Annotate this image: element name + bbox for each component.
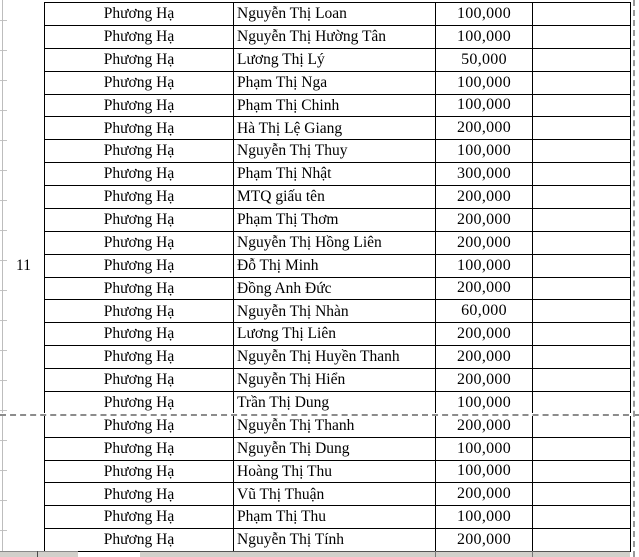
cell-empty-r21[interactable] [533,461,631,484]
cell-donor-group-r1[interactable]: Phương Hạ [45,3,234,26]
cell-donor-group-r20[interactable]: Phương Hạ [45,438,234,461]
cell-empty-r3[interactable] [533,49,631,72]
cell-donor-name-r9[interactable]: MTQ giấu tên [234,186,436,209]
cell-donor-group-r4[interactable]: Phương Hạ [45,72,234,95]
cell-donor-group-r3[interactable]: Phương Hạ [45,49,234,72]
cell-donor-name-r12[interactable]: Đỗ Thị Minh [234,255,436,278]
cell-donor-group-r15[interactable]: Phương Hạ [45,323,234,346]
cell-donor-name-r17[interactable]: Nguyễn Thị Hiển [234,369,436,392]
cell-amount-r1[interactable]: 100,000 [436,3,533,26]
cell-empty-r9[interactable] [533,186,631,209]
cell-amount-r20[interactable]: 100,000 [436,438,533,461]
cell-amount-r2[interactable]: 100,000 [436,26,533,49]
cell-empty-r17[interactable] [533,369,631,392]
cell-amount-r12[interactable]: 100,000 [436,255,533,278]
cell-empty-r23[interactable] [533,506,631,529]
cell-donor-name-r21[interactable]: Hoàng Thị Thu [234,461,436,484]
cell-amount-r14[interactable]: 60,000 [436,300,533,323]
cell-donor-name-r1[interactable]: Nguyễn Thị Loan [234,3,436,26]
cell-donor-group-r5[interactable]: Phương Hạ [45,95,234,118]
cell-empty-r18[interactable] [533,392,631,415]
cell-donor-group-r14[interactable]: Phương Hạ [45,300,234,323]
cell-donor-name-r2[interactable]: Nguyễn Thị Hường Tân [234,26,436,49]
cell-donor-group-r7[interactable]: Phương Hạ [45,140,234,163]
cell-donor-group-r24[interactable]: Phương Hạ [45,529,234,552]
cell-donor-group-r10[interactable]: Phương Hạ [45,209,234,232]
cell-amount-r21[interactable]: 100,000 [436,461,533,484]
cell-donor-name-r3[interactable]: Lương Thị Lý [234,49,436,72]
cell-amount-r11[interactable]: 200,000 [436,232,533,255]
next-row-partial-right [140,551,630,557]
cell-amount-r15[interactable]: 200,000 [436,323,533,346]
cell-donor-name-r10[interactable]: Phạm Thị Thơm [234,209,436,232]
cell-empty-r5[interactable] [533,95,631,118]
cell-amount-r8[interactable]: 300,000 [436,163,533,186]
cell-empty-r7[interactable] [533,140,631,163]
cell-amount-r10[interactable]: 200,000 [436,209,533,232]
cell-empty-r1[interactable] [533,3,631,26]
cell-donor-group-r11[interactable]: Phương Hạ [45,232,234,255]
next-row-partial-col-border-1 [435,551,436,557]
cell-empty-r2[interactable] [533,26,631,49]
cell-donor-name-r6[interactable]: Hà Thị Lệ Giang [234,117,436,140]
page-break-horizontal [0,414,639,416]
cell-donor-name-r18[interactable]: Trần Thị Dung [234,392,436,415]
cell-donor-group-r12[interactable]: Phương Hạ [45,255,234,278]
cell-amount-r19[interactable]: 200,000 [436,415,533,438]
next-row-partial-separator [37,551,38,557]
cell-amount-r3[interactable]: 50,000 [436,49,533,72]
page-break-vertical [633,0,635,557]
cell-donor-group-r9[interactable]: Phương Hạ [45,186,234,209]
cell-amount-r17[interactable]: 200,000 [436,369,533,392]
cell-donor-group-r6[interactable]: Phương Hạ [45,117,234,140]
cell-empty-r8[interactable] [533,163,631,186]
cell-donor-group-r19[interactable]: Phương Hạ [45,415,234,438]
cell-donor-name-r23[interactable]: Phạm Thị Thu [234,506,436,529]
cell-donor-group-r21[interactable]: Phương Hạ [45,461,234,484]
cell-empty-r20[interactable] [533,438,631,461]
cell-donor-name-r5[interactable]: Phạm Thị Chinh [234,95,436,118]
cell-donor-name-r8[interactable]: Phạm Thị Nhật [234,163,436,186]
cell-amount-r18[interactable]: 100,000 [436,392,533,415]
cell-empty-r14[interactable] [533,300,631,323]
cell-empty-r24[interactable] [533,529,631,552]
cell-donor-group-r23[interactable]: Phương Hạ [45,506,234,529]
cell-empty-r13[interactable] [533,278,631,301]
cell-empty-r15[interactable] [533,323,631,346]
cell-donor-group-r16[interactable]: Phương Hạ [45,346,234,369]
cell-donor-group-r17[interactable]: Phương Hạ [45,369,234,392]
cell-donor-name-r22[interactable]: Vũ Thị Thuận [234,483,436,506]
cell-amount-r22[interactable]: 200,000 [436,483,533,506]
cell-amount-r16[interactable]: 200,000 [436,346,533,369]
cell-amount-r6[interactable]: 200,000 [436,117,533,140]
margin-gridline-vertical [2,0,3,557]
cell-empty-r10[interactable] [533,209,631,232]
donation-table [44,2,631,552]
cell-donor-group-r8[interactable]: Phương Hạ [45,163,234,186]
cell-empty-r22[interactable] [533,483,631,506]
cell-donor-name-r16[interactable]: Nguyễn Thị Huyền Thanh [234,346,436,369]
cell-donor-group-r13[interactable]: Phương Hạ [45,278,234,301]
cell-donor-group-r22[interactable]: Phương Hạ [45,483,234,506]
cell-empty-r12[interactable] [533,255,631,278]
cell-empty-r16[interactable] [533,346,631,369]
cell-donor-name-r11[interactable]: Nguyễn Thị Hồng Liên [234,232,436,255]
row-group-number-cell[interactable]: 11 [16,257,31,274]
cell-amount-r7[interactable]: 100,000 [436,140,533,163]
cell-donor-name-r20[interactable]: Nguyễn Thị Dung [234,438,436,461]
cell-empty-r4[interactable] [533,72,631,95]
cell-donor-name-r13[interactable]: Đồng Anh Đức [234,278,436,301]
cell-donor-name-r14[interactable]: Nguyễn Thị Nhàn [234,300,436,323]
next-row-partial-col-border-2 [532,551,533,557]
cell-amount-r9[interactable]: 200,000 [436,186,533,209]
cell-donor-name-r15[interactable]: Lương Thị Liên [234,323,436,346]
cell-amount-r24[interactable]: 200,000 [436,529,533,552]
cell-amount-r4[interactable]: 100,000 [436,72,533,95]
cell-empty-r11[interactable] [533,232,631,255]
cell-donor-name-r7[interactable]: Nguyễn Thị Thuy [234,140,436,163]
cell-donor-name-r4[interactable]: Phạm Thị Nga [234,72,436,95]
cell-amount-r13[interactable]: 200,000 [436,278,533,301]
cell-donor-group-r18[interactable]: Phương Hạ [45,392,234,415]
cell-amount-r5[interactable]: 100,000 [436,95,533,118]
next-row-partial-left [0,551,78,557]
cell-donor-name-r24[interactable]: Nguyễn Thị Tính [234,529,436,552]
cell-donor-name-r19[interactable]: Nguyễn Thị Thanh [234,415,436,438]
cell-amount-r23[interactable]: 100,000 [436,506,533,529]
cell-donor-group-r2[interactable]: Phương Hạ [45,26,234,49]
cell-empty-r19[interactable] [533,415,631,438]
cell-empty-r6[interactable] [533,117,631,140]
